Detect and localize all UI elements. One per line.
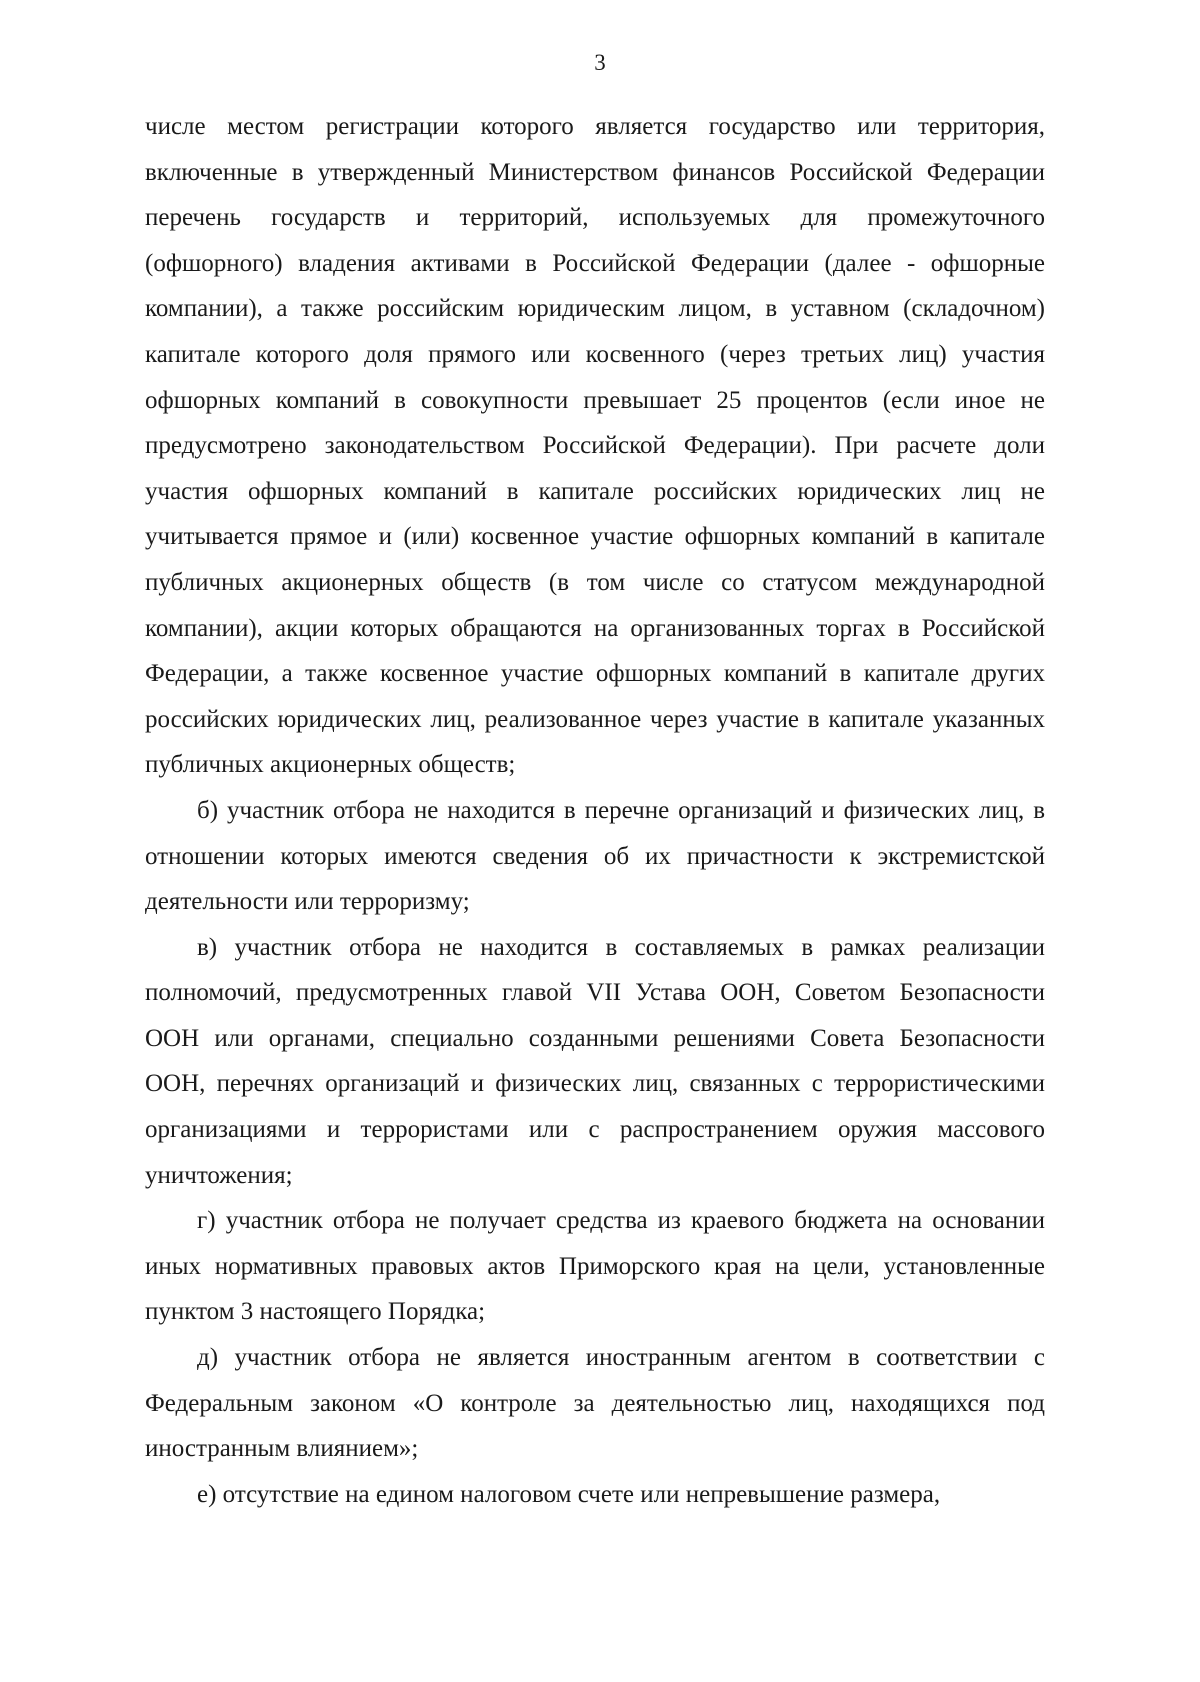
text-line: включенные в утвержденный Министерством финансов Российской Федерации: [145, 158, 1045, 186]
text-line: основании иных нормативных правовых актов Приморского края на цели,: [145, 1207, 1046, 1280]
text-line: г) участник отбора не получает средства из краевого бюджета на: [197, 1207, 923, 1235]
text-line: организациями и террористами или с распространением оружия массового: [145, 1116, 1045, 1144]
text-line: компании), акции которых обращаются на организованных торгах в Российской: [145, 614, 1045, 642]
paragraph-continuation: [145, 104, 1045, 788]
text-line: установленные пунктом 3 настоящего Порядка;: [145, 1252, 1045, 1326]
text-line: указанных публичных акционерных обществ;: [145, 705, 1045, 779]
text-line: Федерации, а также косвенное участие офшорных компаний в капитале других: [145, 660, 1045, 688]
text-line: б) участник отбора не находится в перечне организаций и физических лиц,: [197, 796, 1025, 824]
text-line: деятельности или терроризму;: [145, 888, 470, 916]
page-number: 3: [594, 50, 606, 75]
text-line: учитывается прямое и (или) косвенное участие офшорных компаний в капитале: [145, 523, 1045, 551]
text-line: е) отсутствие на едином налоговом счете или непревышение размера,: [197, 1480, 941, 1508]
text-line: уничтожения;: [145, 1161, 293, 1189]
text-line: иностранным влиянием»;: [145, 1435, 419, 1463]
text-line: числе местом регистрации которого является государство или территория,: [145, 113, 1045, 140]
text-line: в) участник отбора не находится в составляемых в рамках реализации: [197, 933, 1045, 961]
text-line: ООН или органами, специально созданными решениями Совета Безопасности: [145, 1024, 1045, 1052]
text-line: компании), а также российским юридическим лицом, в уставном (складочном): [145, 295, 1045, 323]
text-line: д) участник отбора не является иностранным агентом в соответствии с: [197, 1344, 1045, 1372]
text-line: участия офшорных компаний в капитале российских юридических лиц не: [145, 477, 1045, 505]
text-line: офшорных компаний в совокупности превышает 25 процентов (если иное не: [145, 386, 1045, 414]
paragraph-item-b: [145, 788, 1045, 925]
text-line: предусмотрено законодательством Российской Федерации). При расчете доли: [145, 432, 1045, 460]
text-line: перечень государств и территорий, используемых для промежуточного: [145, 204, 1045, 232]
text-line: Федеральным законом «О контроле за деятельностью лиц, находящихся под: [145, 1389, 1045, 1417]
text-line: ООН, перечнях организаций и физических лиц, связанных с террористическими: [145, 1070, 1045, 1098]
text-line: (офшорного) владения активами в Российской Федерации (далее - офшорные: [145, 249, 1045, 277]
paragraph-item-g: [145, 1198, 1045, 1335]
text-line: публичных акционерных обществ (в том числе со статусом международной: [145, 568, 1045, 596]
paragraph-item-d: [145, 1335, 1045, 1472]
paragraph-item-e: [145, 1472, 1045, 1518]
document-body: [145, 104, 1045, 1517]
paragraph-item-v: [145, 925, 1045, 1199]
text-line: российских юридических лиц, реализованное через участие в капитале: [145, 705, 924, 733]
text-line: полномочий, предусмотренных главой VII Устава ООН, Советом Безопасности: [145, 979, 1045, 1007]
text-line: в отношении которых имеются сведения об их причастности к экстремистской: [145, 796, 1045, 870]
text-line: капитале которого доля прямого или косвенного (через третьих лиц) участия: [145, 340, 1045, 368]
